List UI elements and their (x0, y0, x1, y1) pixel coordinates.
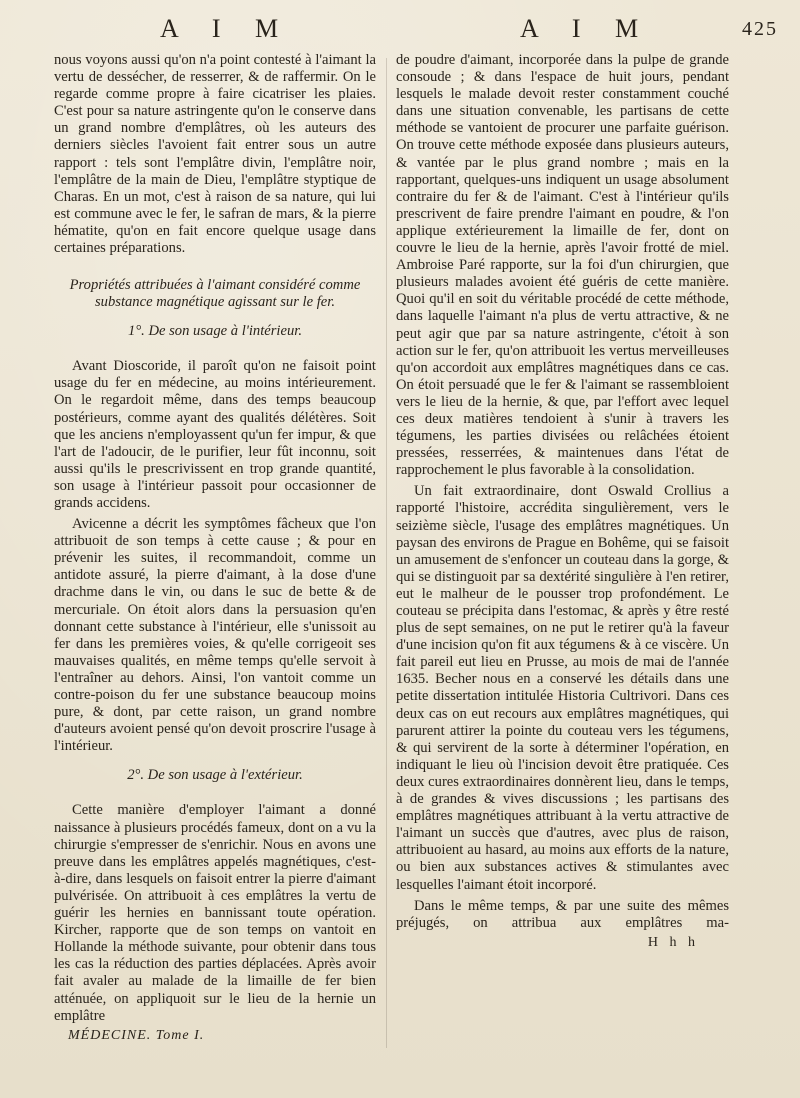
column-divider (386, 58, 387, 1048)
left-column (54, 52, 376, 1044)
gathering-signature: H h h (647, 934, 699, 950)
running-header (50, 14, 778, 48)
page-number: 425 (742, 18, 778, 40)
running-head-left: A I M (160, 14, 293, 43)
subsection-title: 2°. De son usage à l'extérieur. (127, 767, 303, 784)
footer-right-row (396, 934, 729, 951)
footer-left-row (54, 1027, 376, 1044)
paragraph: de poudre d'aimant, incorporée dans la pulpe de grande consoude ; & dans l'espace de huit jours, pendant lesquels le malade devoit rester constamment couché dans une situation convenable, les partisans de cette méthode se vantoient de procurer une parfaite guérison. On trouve cette méthode exposée dans plusieurs auteurs, & vantée par le plus grand nombre ; mais en la rapportant, quelques-uns indiquent un usage absolument contraire du fer & de l'aimant. C'est à l'intérieur qu'ils prescrivent de faire prendre l'aimant en poudre, & l'on applique extérieurement la limaille de fer, dont on couvre le lieu de la hernie, après l'avoir frotté de miel. Ambroise Paré rapporte, sur la foi d'un chirurgien, que plusieurs malades avoient été guéris de cette manière. Quoi qu'il en soit du véritable procédé de cette méthode, dans laquelle l'aimant n'a plus de vertu attractive, & ne peut agir que par sa nature astringente, c'étoit à son action sur le fer, qu'on attribuoit les vertus merveilleuses qu'on accordoit aux emplâtres magnétiques dans ce cas. On étoit persuadé que le fer & l'aimant se rassembloient vers le lieu de la hernie, & que, par l'effort avec lequel ces deux matières tendoient à s'unir à travers les tégumens, les parties divisées ou relâchées étoient pressées, resserrées, & maintenues dans l'état de rapprochement le plus favorable à la consolidation. (396, 52, 729, 479)
right-column (396, 52, 729, 951)
paragraph: nous voyons aussi qu'on n'a point contesté à l'aimant la vertu de dessécher, de resserrer, & de raffermir. On le regarde comme propre à faire cicatriser les plaies. C'est pour sa nature astringente qu'on le conserve dans un grand nombre d'emplâtres, où les auteurs des derniers siècles l'avoient fait entrer sous un autre rapport : tels sont l'emplâtre divin, l'emplâtre noir, l'emplâtre de la main de Dieu, l'emplâtre styptique de Charas. En un mot, c'est à raison de sa nature, qui lui est commune avec le fer, le safran de mars, & la pierre hématite, qu'on en fait encore quelque usage dans certaines préparations. (54, 52, 376, 257)
signature-mark: MÉDECINE. Tome I. (68, 1027, 205, 1043)
paragraph: Dans le même temps, & par une suite des mêmes préjugés, on attribua aux emplâtres ma- (396, 897, 729, 931)
paragraph: Avicenne a décrit les symptômes fâcheux que l'on attribuoit de son temps à cette cause ; & pour en prévenir les suites, il recommandoit, comme un antidote assuré, la pierre d'aimant, à la dose d'une drachme dans le vin, ou dans le suc de bette & de mercuriale. On étoit alors dans la persuasion qu'en donnant cette substance à l'intérieur, elle s'unissoit au fer dans les premières voies, & qu'elle corrigeoit ses mauvaises qualités, en même temps qu'elle servoit à l'entraîner au dehors. Ainsi, l'on vantoit comme un contre-poison du fer une substance beaucoup moins pure, & dont, par cette raison, un grand nombre d'auteurs avoient pensé qu'on devoit proscrire l'usage à l'intérieur. (54, 516, 376, 755)
section-title: Propriétés attribuées à l'aimant considéré comme substance magnétique agissant sur le fer. (69, 277, 361, 311)
paragraph: Avant Dioscoride, il paroît qu'on ne faisoit point usage du fer en médecine, au moins intérieurement. On le regardoit même, dans des temps beaucoup postérieurs, comme ayant des qualités délétères. Soit que les anciens n'employassent qu'un fer impur, & que l'art de l'adoucir, de le purifier, leur fût inconnu, soit aussi qu'ils le prescrivissent en trop grande quantité, son usage à l'intérieur passoit pour occasionner de grands accidens. (54, 358, 376, 511)
running-head-right: A I M (520, 14, 653, 43)
paragraph: Un fait extraordinaire, dont Oswald Crollius a rapporté l'histoire, accrédita singulièrement, vers le seizième siècle, l'usage des emplâtres magnétiques. Un paysan des environs de Prague en Bohême, qui se faisoit un amusement de s'enfoncer un couteau dans la gorge, & qui se distinguoit par sa dextérité singulière à l'en retirer, eut le malheur de le pousser trop profondément. Le couteau se précipita dans l'estomac, & après y être resté plus de sept semaines, on ne put le retirer qu'à la faveur d'une incision qu'on fit aux tégumens & à ce viscère. Un fait pareil eut lieu en Prusse, au mois de mai de l'année 1635. Becher nous en a conservé les détails dans une petite dissertation intitulée Historia Cultrivori. Dans ces deux cas on eut recours aux emplâtres magnétiques, qui parurent attirer la pointe du couteau vers les tégumens, & qui servirent de la sorte à déterminer l'opération, en indiquant le lieu où l'incision devoit être pratiquée. Ces deux cures extraordinaires donnèrent lieu, dans le temps, à de grandes & vives discussions ; les partisans des emplâtres magnétiques attribuant à la vertu attractive de l'aimant un succès que d'autres, avec plus de raison, attribuoient au hasard, au moins aux efforts de la nature, ou bien aux substances actives & stimulantes avec lesquelles l'aimant étoit incorporé. (396, 483, 729, 893)
subsection-title: 1°. De son usage à l'intérieur. (128, 323, 302, 340)
paragraph: Cette manière d'employer l'aimant a donné naissance à plusieurs procédés fameux, dont on a vu la chirurgie s'empresser de s'enrichir. Nous en avons une preuve dans les emplâtres appelés magnétiques, c'est-à-dire, dans lesquels on faisoit entrer la pierre d'aimant pulvérisée. On attribuoit à ces emplâtres la vertu de guérir les hernies en bannissant toute opération. Kircher, rapporte que de son temps on vantoit en Hollande la méthode suivante, pour obtenir dans tous les cas la réduction des parties déplacées. Après avoir fait avaler au malade de la limaille de fer bien atténuée, on appliquoit sur le lieu de la hernie un emplâtre (54, 802, 376, 1024)
